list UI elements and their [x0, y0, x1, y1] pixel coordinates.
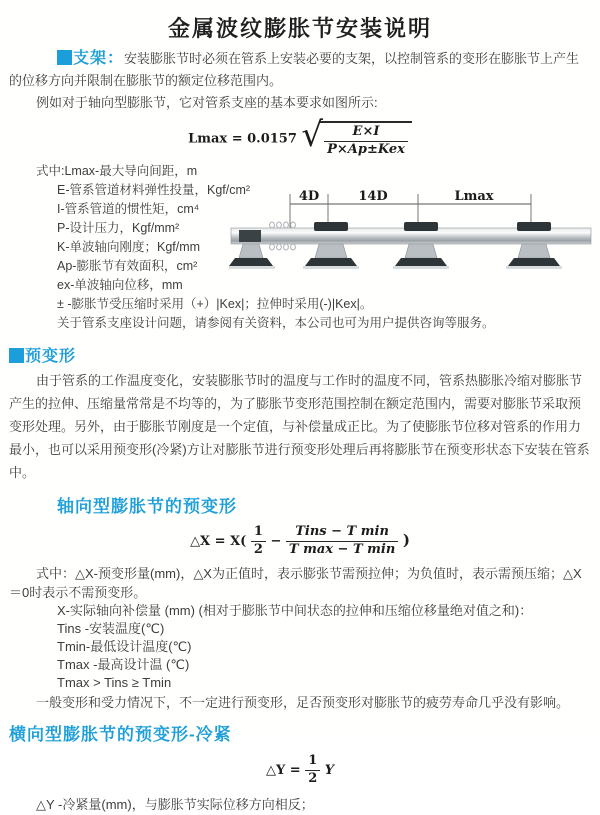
axial-note-paragraph: 一般变形和受力情况下，不一定进行预变形，足否预变形对膨胀节的疲劳寿命几乎没有影响。 [36, 694, 570, 710]
dimension-label-4d: 4D [298, 188, 320, 204]
dimension-label-lmax: Lmax [454, 188, 494, 204]
sign-note: ± -膨胀节受压缩时采用（+）|Kex|；拉伸时采用(-)|Kex|。 [57, 296, 373, 311]
formula-delta-x-lhs: △X = X( [190, 533, 247, 549]
axial-definition-line: Tins -安装温度(℃) [57, 620, 165, 636]
page-title: 金属波纹膨胀节安装说明 [167, 16, 432, 41]
support-intro-text: 安装膨胀节时必须在管系上安装必要的支架，以控制管系的变形在膨胀节上产生的位移方向并限制在膨胀节的额定位移范围内。 [9, 51, 580, 88]
definition-line: Ap-膨胀节有效面积，cm² [57, 258, 198, 273]
formula-delta-y [9, 754, 591, 787]
predeform-section-heading-row [9, 343, 591, 366]
definition-line: E-管系管道材料弹性投量，Kgf/cm² [57, 182, 251, 197]
formula-delta-x-rhs: ) [402, 530, 410, 549]
content [0, 48, 600, 815]
axial-definition-line: Tmax > Tins ≥ Tmin [57, 674, 172, 690]
formula-lmax-numerator: E×I [324, 125, 408, 142]
formula-lmax [9, 115, 591, 158]
sqrt-expression [301, 115, 411, 158]
pipe-support-diagram [231, 186, 591, 286]
formula-delta-y-rhs: Y [324, 762, 335, 778]
one-half-fraction: $\frac{1}{2}$ [305, 754, 320, 787]
axial-subsection-heading: 轴向型膨胀节的预变形 [57, 496, 237, 516]
formula-lmax-denominator: P×Ap±Kex [327, 141, 405, 157]
definition-line: K-单波轴向刚度；Kgf/mm [57, 239, 201, 254]
lateral-note-paragraph: △Y -冷紧量(mm)，与膨胀节实际位移方向相反； [36, 796, 314, 812]
predeform-body-paragraph: 由于管系的工作温度变化，安装膨胀节时的温度与工作时的温度不同，管系热膨胀冷缩对膨胀节产生的拉伸、压缩量常常是不均等的，为了膨胀节变形范围控制在额定范围内，需要对膨胀节采取预变形处理。另外，由于膨胀节刚度是一个定值，与补偿量成正比。为了使膨胀节位移对管系的作用力最小，也可以采用预变形(冷紧)方让对膨胀节进行预变形处理后再将膨胀节在预变形状态下安装在管系中。 [9, 372, 590, 480]
definitions-and-diagram [9, 162, 591, 295]
definition-line: ex-单波轴向位移，mm [57, 277, 183, 292]
sqrt-symbol: √ [301, 115, 324, 155]
formula-delta-y-lhs: △Y = [265, 762, 301, 778]
axial-definition-line: Tmax -最高设计温 (℃) [57, 656, 190, 672]
dimension-label-14d: 14D [358, 188, 388, 204]
support-example-text: 例如对于轴向型膨胀节，它对管系支座的基本要求如图所示: [36, 95, 378, 110]
support-section-heading: 支架： [73, 50, 125, 67]
section-bullet-icon [57, 50, 72, 65]
minus-operator: − [270, 533, 282, 549]
definition-line: 式中:Lmax-最大导向间距，m [36, 163, 198, 178]
predeform-section-heading: 预变形 [25, 347, 77, 365]
lateral-subsection-heading: 横向型膨胀节的预变形-冷紧 [9, 724, 232, 744]
support-intro-paragraph [9, 48, 591, 92]
axial-definition-line: Tmin-最低设计温度(℃) [57, 638, 192, 654]
section-bullet-icon [9, 348, 24, 363]
axial-definition-line: X-实际轴向补偿量 (mm) (相对于膨胀节中间状态的拉伸和压缩位移量绝对值之和)： [57, 602, 533, 618]
definition-line: P-设计压力，Kgf/mm² [57, 220, 180, 235]
definition-line: I-管系管道的惯性矩，cm⁴ [57, 201, 200, 216]
axial-shizhong-paragraph: 式中：△X-预变形量(mm)，△X为正值时，表示膨张节需预拉伸；为负值时，表示需预压缩；△X＝0时表示不需预变形。 [9, 565, 582, 600]
one-half-fraction: $\frac{1}{2}$ [251, 525, 266, 558]
temperature-fraction: $\frac{\text{Tins − T min}}{\text{T max − T min}}$ [286, 525, 398, 558]
sqrt-radicand [320, 121, 412, 158]
service-note: 关于管系支座设计问题，请参阅有关资料，本公司也可为用户提供咨询等服务。 [57, 315, 495, 330]
formula-delta-x [9, 525, 591, 558]
formula-lmax-lhs: Lmax = 0.0157 [188, 131, 297, 147]
